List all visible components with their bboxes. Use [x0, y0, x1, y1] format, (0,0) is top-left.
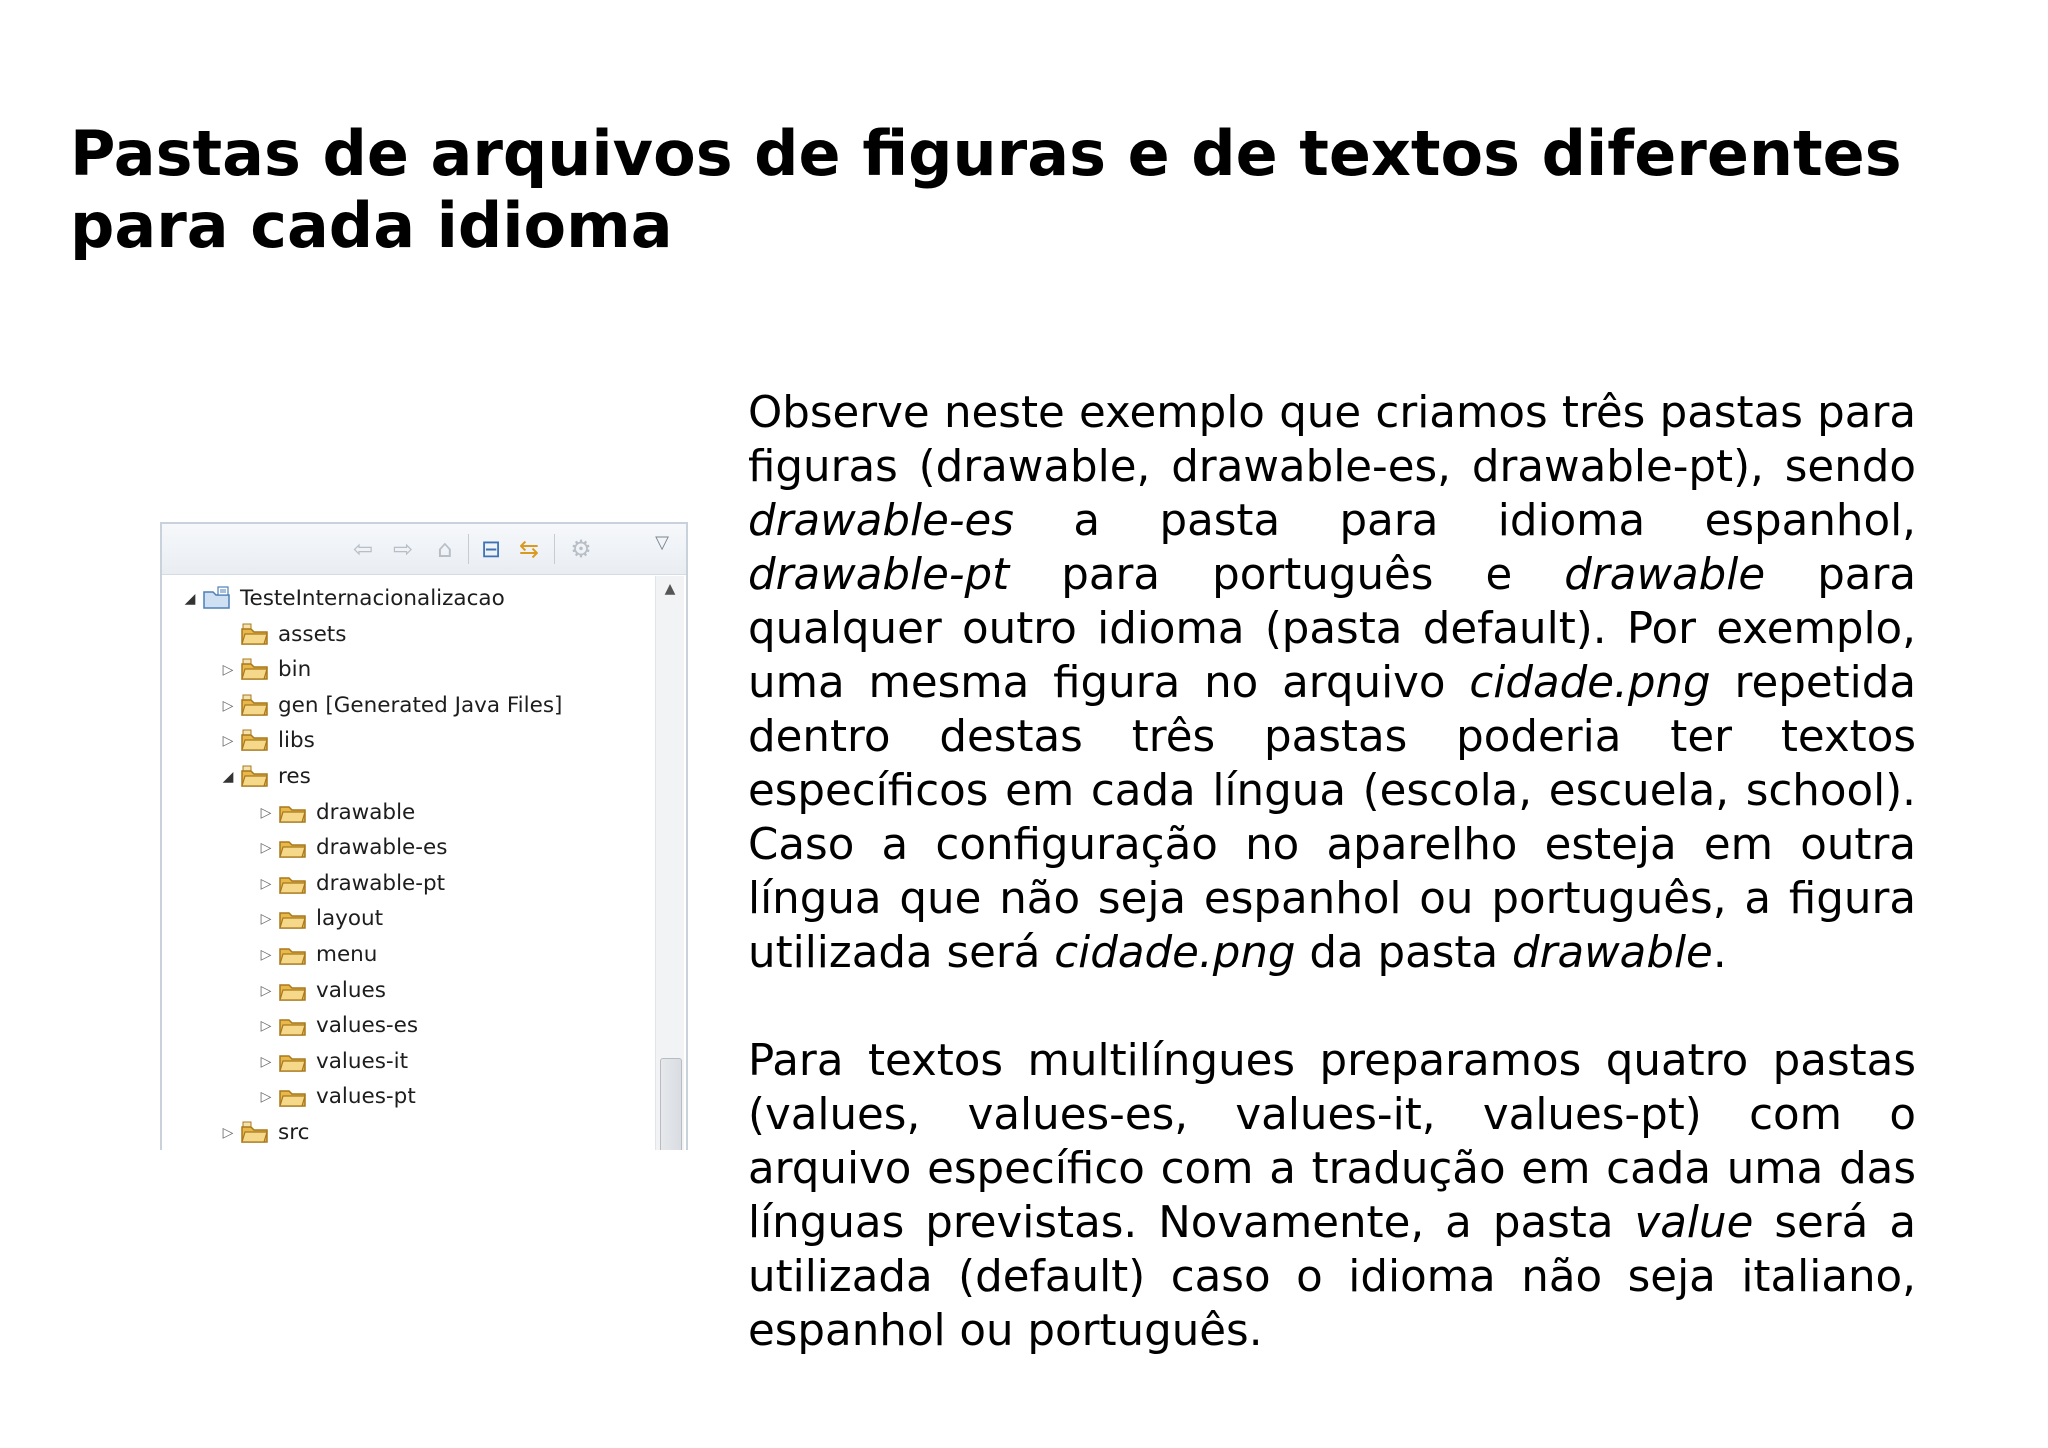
collapse-all-icon[interactable]: ⊟	[480, 535, 502, 563]
text-run: repetida dentro destas três pastas poderia ter textos específicos em cada língua (escola, escuela, school). Caso a configuração no aparelho esteja em outra língua que não seja espanhol ou português, a figura utilizada será	[748, 658, 1916, 978]
tree-item[interactable]	[162, 1045, 642, 1079]
collapsed-arrow-icon[interactable]: ▷	[260, 1089, 272, 1106]
italic-term: cidade.png	[1469, 658, 1711, 708]
collapsed-arrow-icon[interactable]: ▷	[260, 947, 272, 963]
italic-term: drawable-es	[748, 496, 1014, 546]
project-tree	[162, 576, 654, 1150]
folder-icon	[278, 835, 308, 859]
tree-item-label: res	[278, 764, 311, 789]
tree-item[interactable]	[162, 653, 642, 687]
italic-term: drawable	[1564, 550, 1766, 600]
folder-icon	[278, 871, 308, 895]
back-arrow-icon[interactable]: ⇦	[352, 535, 374, 563]
expanded-arrow-icon[interactable]: ◢	[184, 591, 196, 607]
collapsed-arrow-icon[interactable]: ▷	[260, 840, 272, 857]
text-run: Observe neste exemplo que criamos três pastas para figuras (drawable, drawable-es, drawable-pt), sendo	[748, 388, 1916, 492]
folder-icon	[278, 942, 308, 966]
collapsed-arrow-icon[interactable]: ▷	[260, 982, 272, 999]
folder-icon	[278, 1049, 308, 1073]
collapsed-arrow-icon[interactable]: ▷	[222, 1125, 234, 1141]
folder-icon	[278, 906, 308, 930]
forward-arrow-icon[interactable]: ⇨	[392, 535, 414, 563]
italic-term: drawable-pt	[748, 550, 1010, 600]
source-folder-icon	[240, 728, 270, 752]
tree-item-label: values-pt	[316, 1084, 416, 1110]
collapsed-arrow-icon[interactable]: ▷	[260, 1053, 272, 1070]
source-folder-icon	[240, 693, 270, 717]
folder-icon	[278, 800, 308, 824]
paragraph-values-folders	[748, 1034, 1916, 1358]
vertical-scrollbar[interactable]	[655, 576, 684, 1150]
body-text	[748, 386, 1916, 1358]
collapsed-arrow-icon[interactable]: ▷	[260, 804, 272, 821]
tree-item[interactable]	[162, 796, 642, 830]
collapsed-arrow-icon[interactable]: ▷	[222, 733, 234, 750]
tree-item-label: assets	[278, 621, 347, 647]
text-run: a pasta para idioma espanhol,	[1013, 496, 1916, 546]
tree-item-label: layout	[316, 906, 384, 932]
tree-item-label: values	[316, 977, 386, 1003]
source-folder-icon	[240, 1120, 270, 1144]
tree-item[interactable]	[162, 1009, 642, 1043]
text-run: da pasta	[1295, 928, 1512, 978]
text-run: será a utilizada (default) caso o idioma não seja italiano, espanhol ou português.	[748, 1198, 1916, 1356]
tree-item[interactable]	[162, 1116, 642, 1150]
collapsed-arrow-icon[interactable]: ▷	[222, 662, 234, 679]
folder-icon	[278, 1084, 308, 1108]
toolbar-separator	[468, 534, 469, 564]
collapsed-arrow-icon[interactable]: ▷	[260, 875, 272, 892]
tree-item[interactable]	[162, 760, 642, 794]
tree-item[interactable]	[162, 1080, 642, 1114]
view-menu-chevron-icon[interactable]: ▽	[655, 532, 669, 553]
italic-term: drawable	[1511, 928, 1713, 978]
tree-item[interactable]	[162, 724, 642, 758]
scroll-up-arrow-icon[interactable]: ▲	[664, 581, 676, 597]
tree-item-label: drawable-es	[316, 835, 448, 861]
tree-item-label: values-es	[316, 1013, 419, 1039]
text-run: .	[1712, 928, 1727, 978]
italic-term: value	[1634, 1198, 1754, 1248]
tree-item-label: src	[278, 1120, 310, 1145]
source-folder-icon	[240, 622, 270, 646]
text-run: para português e	[1009, 550, 1565, 600]
tree-item-label: menu	[316, 942, 378, 967]
tree-item[interactable]	[162, 618, 642, 652]
text-run: Para textos multilíngues preparamos quatro pastas (values, values-es, values-it, values-pt) com o arquivo específico com a tradução em cada uma das línguas previstas. Novamente, a pasta	[748, 1036, 1916, 1248]
tree-item[interactable]	[162, 689, 642, 723]
project-icon	[202, 586, 232, 610]
tree-item[interactable]	[162, 867, 642, 901]
tree-item-label: values-it	[316, 1048, 409, 1074]
tree-item[interactable]	[162, 938, 642, 972]
tree-item-label: gen [Generated Java Files]	[278, 692, 563, 718]
filters-icon[interactable]: ⚙	[570, 535, 592, 563]
source-folder-icon	[240, 657, 270, 681]
collapsed-arrow-icon[interactable]: ▷	[260, 1018, 272, 1035]
paragraph-drawable-folders	[748, 386, 1916, 980]
expanded-arrow-icon[interactable]: ◢	[222, 769, 234, 785]
source-folder-icon	[240, 764, 270, 788]
toolbar-separator	[554, 534, 555, 564]
tree-item-label: drawable	[316, 799, 416, 825]
tree-item-label: drawable-pt	[316, 870, 446, 896]
tree-item-label: bin	[278, 657, 312, 683]
tree-item-label: TesteInternacionalizacao	[240, 586, 505, 611]
collapsed-arrow-icon[interactable]: ▷	[260, 911, 272, 928]
package-explorer-panel	[160, 522, 688, 1150]
tree-item-label: libs	[278, 728, 315, 754]
collapsed-arrow-icon[interactable]: ▷	[222, 697, 234, 714]
tree-item[interactable]	[162, 831, 642, 865]
link-with-editor-icon[interactable]: ⇆	[518, 535, 540, 563]
explorer-toolbar	[162, 524, 686, 575]
folder-icon	[278, 978, 308, 1002]
folder-icon	[278, 1013, 308, 1037]
text-run: para qualquer outro idioma (pasta default). Por exemplo, uma mesma figura no arquivo	[748, 550, 1917, 708]
italic-term: cidade.png	[1054, 928, 1296, 978]
scrollbar-thumb[interactable]	[660, 1058, 682, 1150]
home-icon[interactable]: ⌂	[437, 535, 453, 563]
tree-item[interactable]	[162, 582, 642, 616]
slide-title: Pastas de arquivos de figuras e de textos diferentes para cada idioma	[70, 117, 1902, 262]
tree-item[interactable]	[162, 902, 642, 936]
tree-item[interactable]	[162, 974, 642, 1008]
